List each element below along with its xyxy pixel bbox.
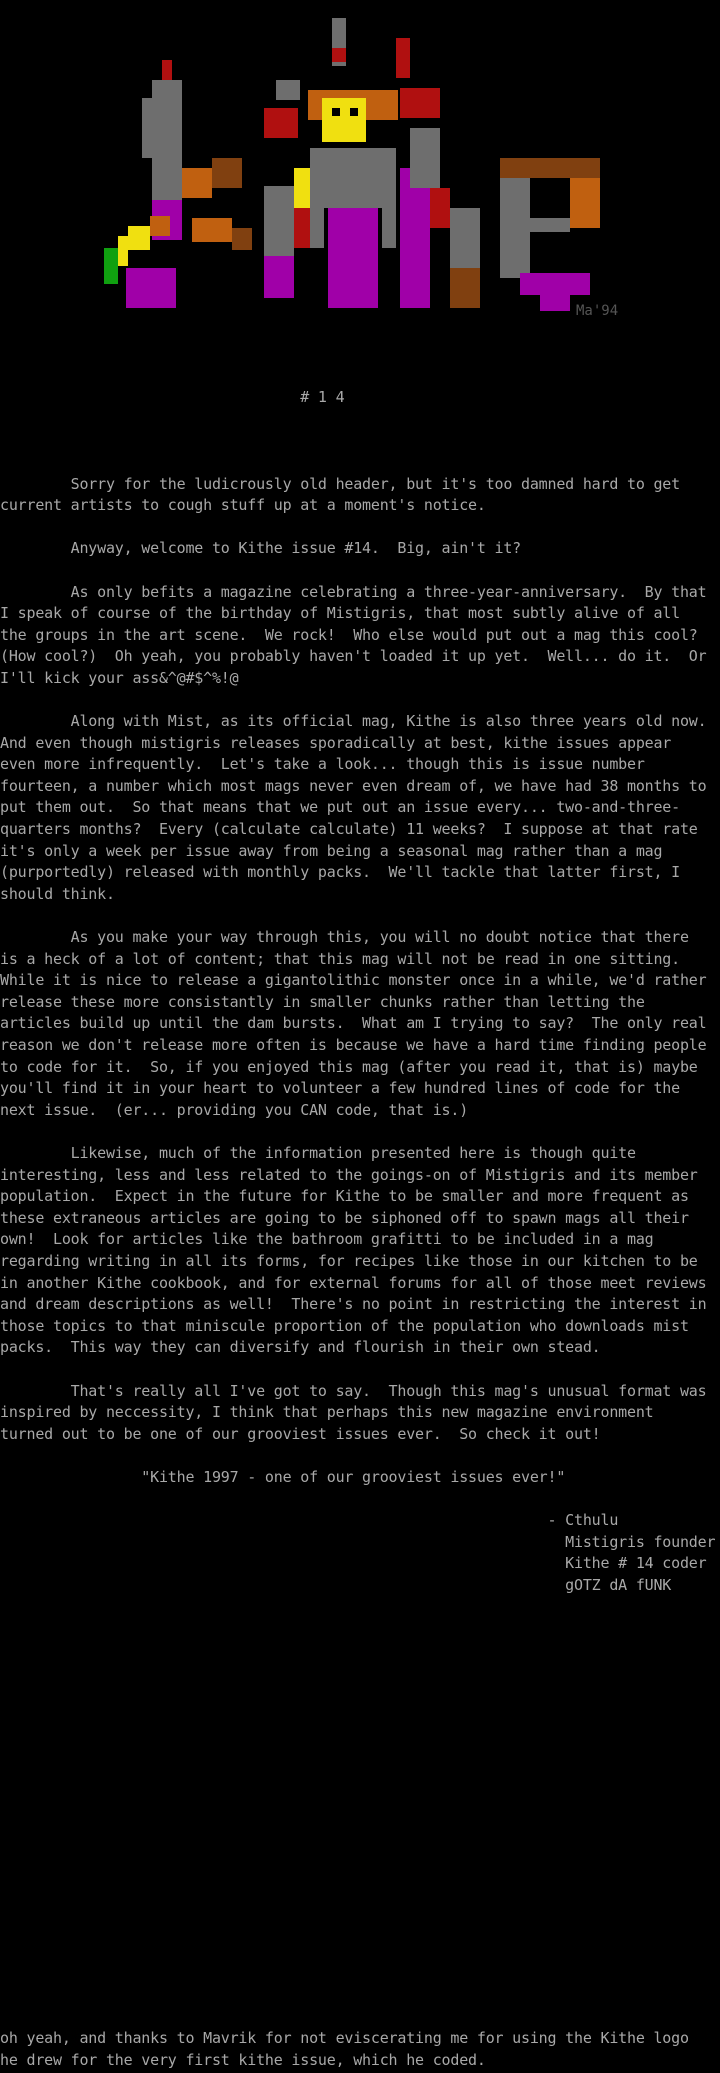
logo-letter-h — [400, 128, 480, 308]
logo-letter-e — [500, 158, 600, 311]
issue-number: # 1 4 — [0, 388, 345, 407]
logo-left-blob — [104, 216, 176, 308]
footer-note: oh yeah, and thanks to Mavrik for not eviscerating me for using the Kithe logo he drew for the very first kithe issue, which he coded. — [0, 2029, 689, 2069]
body-text: Sorry for the ludicrously old header, but it's too damned hard to get current artists to cough stuff up at a moment's notice. Anyway, welcome to Kithe issue #14. Big, ain't it? As only befits a magazine celebrating a three-year-anniversary. By that I speak of course of the birthday of Mistigris, that most subtly alive of all the groups in the art scene. We rock! Who else would put out a mag this cool? (How cool?) Oh yeah, you probably haven't loaded it up yet. Well... do it. Or I'll kick your ass&^@#$^%!@ Along with Mist, as its official mag, Kithe is also three years old now. And even though mistigris releases sporadically at best, kithe issues appear even more infrequently. Let's take a look... though this is issue number fourteen, a number which most mags never even dream of, we have had 38 months to put them out. So that means that we put out an issue every... two-and-three- quarters months? Every (calculate calculate) 11 weeks? I suppose at that rate it's only a week per issue away from being a seasonal mag rather than a mag (purportedly) released with monthly packs. We'll tackle that latter first, I should think. As you make your way through this, you will no doubt notice that there is a heck of a lot of content; that this mag will not be read in one sitting. While it is nice to release a gigantolithic monster once in a while, we'd rather release these more consistantly in smaller chunks rather than letting the articles build up until the dam bursts. What am I trying to say? The only real reason we don't release more often is because we have a hard time finding people to code for it. So, if you enjoyed this mag (after you read it, that is) maybe you'll find it in your heart to volunteer a few hundred lines of code for the next issue. (er... providing you CAN code, that is.) Likewise, much of the information presented here is though quite interesting, less and less related to the goings-on of Mistigris and its member population. Expect in the future for Kithe to be smaller and more frequent as these extraneous articles are going to be siphoned off to spawn mags all their own! Look for articles like the bathroom grafitti to be included in a mag regarding writing in all its forms, for recipes like those in our kitchen to be in another Kithe cookbook, and for external forums for all of those meet reviews and dream descriptions as well! There's no point in restricting the interest in those topics to that miniscule proportion of the population who downloads mist packs. This way they can diversify and flourish in their own stead. That's really all I've got to say. Though this mag's unusual format was inspired by neccessity, I think that perhaps this new magazine environment turned out to be one of our grooviest issues ever. So check it out! "Kithe 1997 - one of our grooviest issues ever!" - Cthulu Mistigris founder Kithe # 14 coder gOTZ dA fUNK — [0, 474, 716, 1594]
logo-credit: Ma'94 — [576, 303, 619, 319]
kithe-logo — [100, 18, 630, 328]
document-body — [0, 344, 720, 1640]
